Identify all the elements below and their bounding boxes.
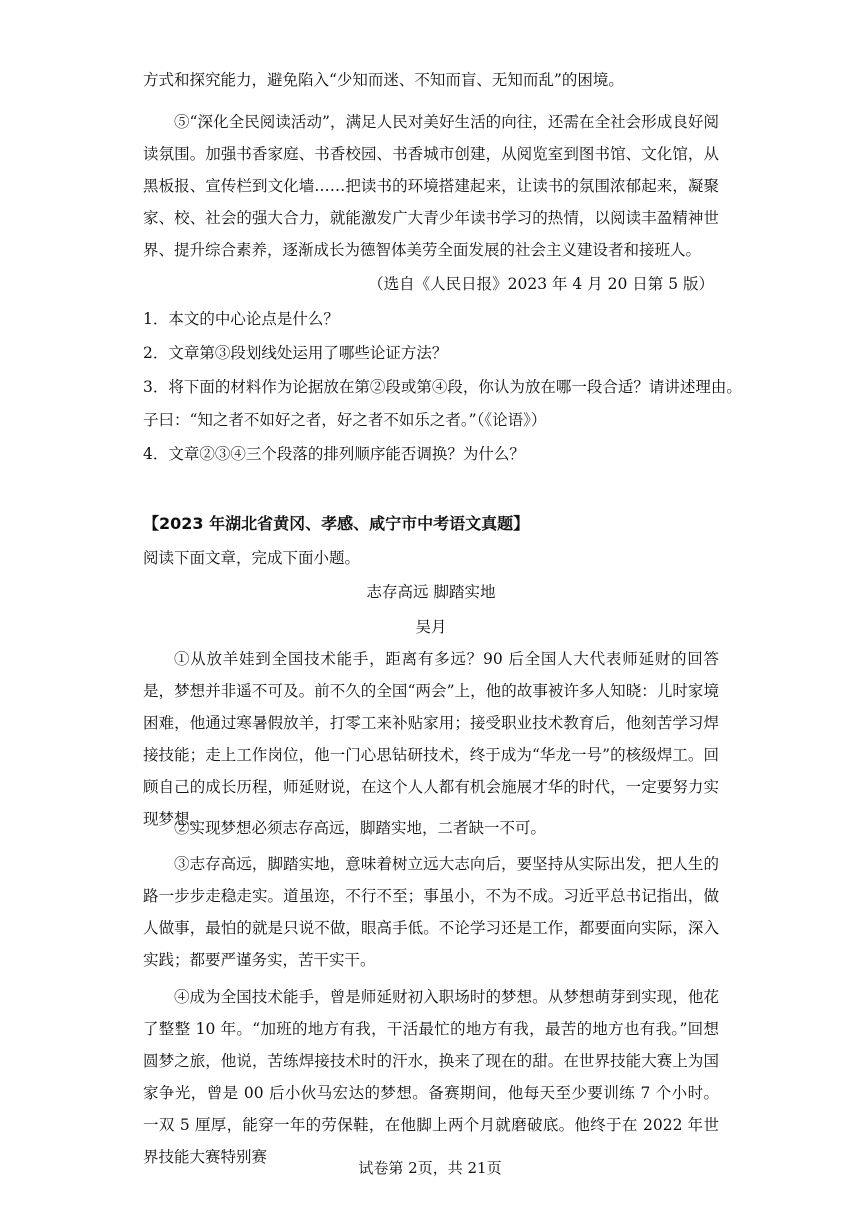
question-1: 1．本文的中心论点是什么？ bbox=[143, 310, 339, 328]
question-4: 4．文章②③④三个段落的排列顺序能否调换？为什么？ bbox=[143, 445, 525, 463]
question-3: 3．将下面的材料作为论据放在第②段或第④段，你认为放在哪一段合适？请讲述理由。 bbox=[143, 378, 742, 396]
article-title: 志存高远 脚踏实地 bbox=[366, 583, 496, 601]
page-footer: 试卷第 2页，共 21页 bbox=[358, 1159, 502, 1177]
passage-paragraph-5: ⑤“深化全民阅读活动”，满足人民对美好生活的向往，还需在全社会形成良好阅读氛围。加强书香家庭、书香校园、书香城市创建，从阅览室到图书馆、文化馆，从黑板报、宣传栏到文化墙……把读书的环境搭建起来，让读书的氛围浓郁起来，凝聚家、校、社会的强大合力，就能激发广大青少年读书学习的热情，以阅读丰盈精神世界、提升综合素养，逐渐成长为德智体美劳全面发展的社会主义建设者和接班人。 bbox=[143, 113, 719, 259]
passage-continuation: 方式和探究能力，避免陷入“少知而迷、不知而盲、无知而乱”的困境。 bbox=[143, 71, 624, 89]
section-heading: 【2023 年湖北省黄冈、孝感、咸宁市中考语文真题】 bbox=[143, 514, 530, 533]
article-paragraph-2: ②实现梦想必须志存高远，脚踏实地，二者缺一不可。 bbox=[174, 819, 547, 837]
section-instruction: 阅读下面文章，完成下面小题。 bbox=[143, 549, 361, 567]
question-2: 2．文章第③段划线处运用了哪些论证方法？ bbox=[143, 344, 448, 362]
article-paragraph-1: ①从放羊娃到全国技术能手，距离有多远？90 后全国人大代表师延财的回答是，梦想并非遥不可及。前不久的全国“两会”上，他的故事被许多人知晓：儿时家境困难，他通过寒暑假放羊，打零工来补贴家用；接受职业技术教育后，他刻苦学习焊接技能；走上工作岗位，他一门心思钻研技术，终于成为“华龙一号”的核级焊工。回顾自己的成长历程，师延财说，在这个人人都有机会施展才华的时代，一定要努力实现梦想。 bbox=[143, 650, 719, 828]
article-paragraph-4: ④成为全国技术能手，曾是师延财初入职场时的梦想。从梦想萌芽到实现，他花了整整 10 年。“加班的地方有我，干活最忙的地方有我，最苦的地方也有我。”回想圆梦之旅，他说，苦练焊接技术时的汗水，换来了现在的甜。在世界技能大赛上为国家争光，曾是 00 后小伙马宏达的梦想。备赛期间，他每天至少要训练 7 个小时。一双 5 厘厚，能穿一年的劳保鞋，在他脚上两个月就磨破底。他终于在 2022 年世界技能大赛特别赛 bbox=[143, 988, 719, 1166]
article-paragraph-3: ③志存高远，脚踏实地，意味着树立远大志向后，要坚持从实际出发，把人生的路一步步走稳走实。道虽迩，不行不至；事虽小，不为不成。习近平总书记指出，做人做事，最怕的就是只说不做，眼高手低。不论学习还是工作，都要面向实际，深入实践；都要严谨务实，苦干实干。 bbox=[143, 855, 719, 969]
article-author: 吴月 bbox=[415, 618, 447, 636]
question-3-material: 子曰：“知之者不如好之者，好之者不如乐之者。”（《论语》） bbox=[143, 411, 547, 429]
passage-source: （选自《人民日报》2023 年 4 月 20 日第 5 版） bbox=[368, 275, 714, 293]
